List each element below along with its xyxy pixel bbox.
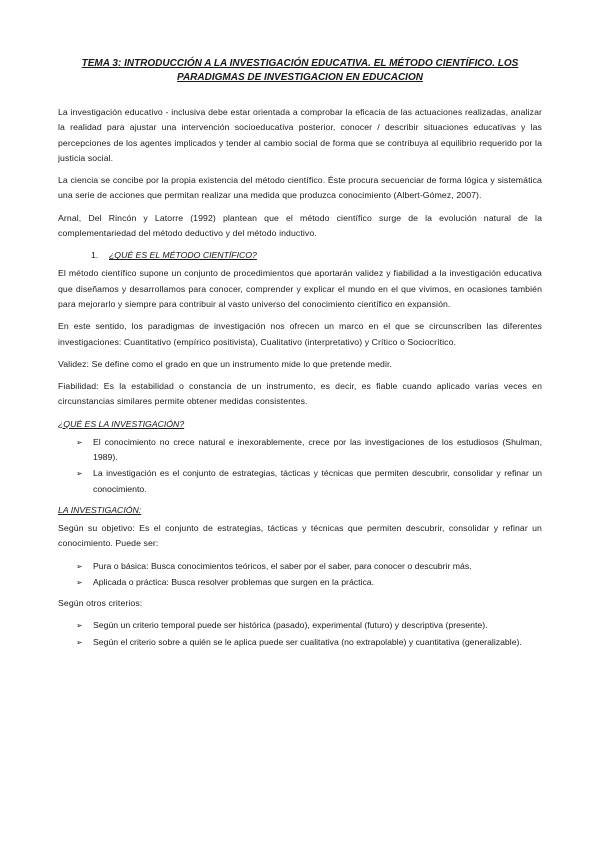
arrow-bullet-icon: ➢ (76, 561, 83, 571)
intro-paragraph-2: La ciencia se concibe por la propia existencia del método científico. Éste procura secuenciar de forma lógica y sistemática una serie de acciones que permitan realizar una medida que produzca conocimiento (Albert-Gómez, 2007). (58, 175, 542, 201)
document-title (58, 57, 542, 84)
objetivo-list (58, 559, 542, 591)
arrow-bullet-icon: ➢ (76, 469, 83, 479)
arrow-bullet-icon: ➢ (76, 637, 83, 647)
arrow-bullet-icon: ➢ (76, 577, 83, 587)
title-line-2: PARADIGMAS DE INVESTIGACION EN EDUCACION (177, 71, 423, 83)
arrow-bullet-icon: ➢ (76, 621, 83, 631)
metodo-paragraph-1: El método científico supone un conjunto de procedimientos que aportarán validez y fiabilidad a la investigación educativa que diseñamos y desarrollamos para conocer, comprender y explicar el mundo en el que vivimos, en ocasiones también para mejorarlo y siempre para contribuir al vasto universo del conocimiento científico en expansión. (58, 268, 542, 309)
section-heading-la-investigacion: LA INVESTIGACIÓN: (58, 504, 142, 515)
list-item: ➢ El conocimiento no crece natural e inexorablemente, crece por las investigaciones de los estudiosos (Shulman, 1989). (76, 435, 542, 466)
intro-paragraph-3: Arnal, Del Rincón y Latorre (1992) plantean que el método científico surge de la evolución natural de la complementariedad del método deductivo y del método inductivo. (58, 212, 542, 239)
list-item: ➢ Según un criterio temporal puede ser histórica (pasado), experimental (futuro) y descriptiva (presente). (76, 618, 542, 633)
intro-paragraph-1: La investigación educativo - inclusiva debe estar orientada a comprobar la eficacia de las actuaciones realizadas, analizar la realidad para ajustar una intervención socioeducativa posterior, conocer / describir situaciones educativas y las percepciones de los agentes implicados y tender al cambio social de forma que se contribuya al equilibrio requerido por la justicia social. (58, 107, 542, 163)
metodo-paragraph-2: En este sentido, los paradigmas de investigación nos ofrecen un marco en el que se circunscriben las diferentes investigaciones: Cuantitativo (empírico positivista), Cualitativo (interpretativo) y Crítico o Sociocrítico. (58, 321, 542, 347)
arrow-bullet-icon: ➢ (76, 437, 83, 447)
title-line-1: TEMA 3: INTRODUCCIÓN A LA INVESTIGACIÓN EDUCATIVA. EL MÉTODO CIENTÍFICO. LOS (81, 58, 519, 69)
section-heading-investigacion: ¿QUÉ ES LA INVESTIGACIÓN? (58, 418, 185, 429)
validez-paragraph: Validez: Se define como el grado en que un instrumento mide lo que pretende medir. (58, 358, 393, 369)
section-heading-text: ¿QUÉ ES EL MÉTODO CIENTÍFICO? (109, 250, 257, 261)
section-number: 1. (91, 250, 99, 261)
criterios-list (58, 618, 542, 650)
investigacion-list (58, 435, 542, 497)
list-item: ➢ La investigación es el conjunto de estrategias, tácticas y técnicas que permiten descubrir, consolidar y refinar un conocimiento. (76, 466, 542, 497)
section-heading-metodo (58, 248, 542, 263)
objetivo-paragraph: Según su objetivo: Es el conjunto de estrategias, tácticas y técnicas que permiten descubrir, consolidar y refinar un conocimiento. Puede ser: (58, 522, 542, 549)
list-item: ➢ Aplicada o práctica: Busca resolver problemas que surgen en la práctica. (76, 575, 542, 590)
list-item: ➢ Pura o básica: Busca conocimientos teóricos, el saber por el saber, para conocer o descubrir más. (76, 559, 542, 574)
fiabilidad-paragraph: Fiabilidad: Es la estabilidad o constancia de un instrumento, es decir, es fiable cuando aplicado varias veces en circunstancias similares permite obtener medidas consistentes. (58, 381, 542, 407)
list-item: ➢ Según el criterio sobre a quién se le aplica puede ser cualitativa (no extrapolable) y cuantitativa (generalizable). (76, 635, 542, 650)
otros-criterios-paragraph: Según otros criterios: (58, 598, 143, 609)
